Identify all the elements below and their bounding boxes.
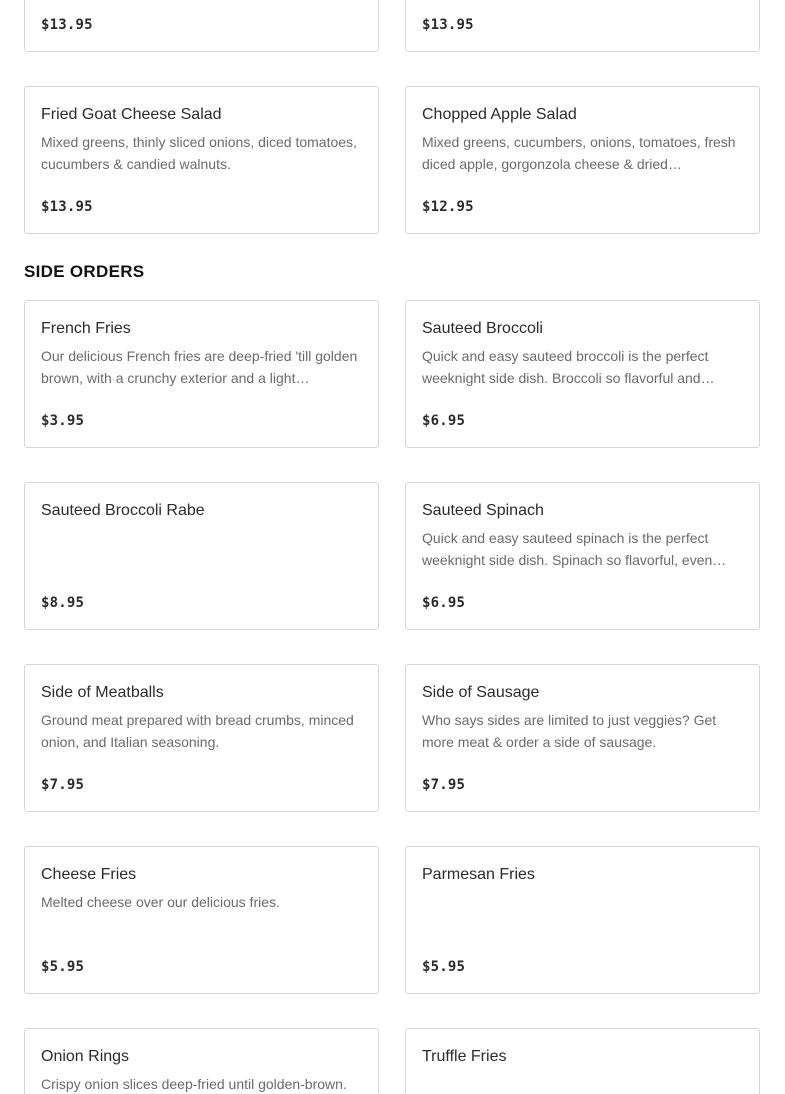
menu-item-price: $13.95 — [41, 17, 93, 33]
menu-item-description: Who says sides are limited to just veggies? Get more meat & order a side of sausage. — [422, 712, 717, 750]
menu-item-name: Cheese Fries — [41, 866, 137, 883]
menu-item-price: $7.95 — [41, 777, 85, 793]
menu-item-card[interactable] — [24, 482, 379, 630]
menu-item-price: $12.95 — [422, 199, 474, 215]
menu-item-name: Onion Rings — [41, 1048, 130, 1065]
menu-item-name: Parmesan Fries — [422, 866, 535, 883]
menu-item-price: $7.95 — [422, 777, 466, 793]
menu-item-price: $3.95 — [41, 413, 85, 429]
menu-item-description: Crispy onion slices deep-fried until golden-brown. — [41, 1076, 347, 1092]
menu-item-description: Quick and easy sauteed spinach is the perfect weeknight side dish. Spinach so flavorful, even… — [422, 530, 727, 568]
menu-item-card[interactable] — [405, 0, 760, 52]
menu-item-price: $13.95 — [422, 17, 474, 33]
menu-item-name: Sauteed Broccoli Rabe — [41, 502, 205, 519]
menu-item-description: Mixed greens, thinly sliced onions, diced tomatoes, cucumbers & candied walnuts. — [41, 134, 357, 172]
menu-item-name: Side of Sausage — [422, 684, 540, 701]
menu-item-card[interactable] — [24, 664, 379, 812]
menu-item-card[interactable] — [24, 1028, 379, 1094]
menu-item-description: Melted cheese over our delicious fries. — [41, 894, 280, 910]
menu-item-price: $8.95 — [41, 595, 85, 611]
menu-item-price: $6.95 — [422, 595, 466, 611]
menu-item-price: $5.95 — [41, 959, 85, 975]
menu-item-name: Side of Meatballs — [41, 684, 164, 701]
menu-item-card[interactable] — [24, 0, 379, 52]
menu-item-card[interactable] — [405, 1028, 760, 1094]
menu-item-description: Ground meat prepared with bread crumbs, minced onion, and Italian seasoning. — [41, 712, 354, 750]
menu-item-card[interactable] — [405, 482, 760, 630]
menu-item-price: $6.95 — [422, 413, 466, 429]
menu-item-name: Truffle Fries — [422, 1048, 507, 1065]
menu-item-card[interactable] — [405, 86, 760, 234]
menu-item-name: Chopped Apple Salad — [422, 106, 577, 123]
menu-item-price: $13.95 — [41, 199, 93, 215]
menu-item-card[interactable] — [405, 300, 760, 448]
menu-item-card[interactable] — [405, 664, 760, 812]
menu-item-card[interactable] — [24, 86, 379, 234]
menu-item-description: Mixed greens, cucumbers, onions, tomatoes, fresh diced apple, gorgonzola cheese & dried… — [422, 134, 736, 172]
menu-item-card[interactable] — [405, 846, 760, 994]
menu-item-name: Fried Goat Cheese Salad — [41, 106, 222, 123]
menu-item-name: French Fries — [41, 320, 131, 337]
menu-item-price: $5.95 — [422, 959, 466, 975]
menu-item-name: Sauteed Spinach — [422, 502, 544, 519]
menu-item-description: Our delicious French fries are deep-fried 'till golden brown, with a crunchy exterior and a light… — [41, 348, 358, 386]
menu-item-description: Quick and easy sauteed broccoli is the perfect weeknight side dish. Broccoli so flavorful and… — [422, 348, 715, 386]
menu-item-card[interactable] — [24, 846, 379, 994]
menu-item-name: Sauteed Broccoli — [422, 320, 543, 337]
section-title-side-orders: SIDE ORDERS — [24, 262, 145, 281]
menu-item-card[interactable] — [24, 300, 379, 448]
